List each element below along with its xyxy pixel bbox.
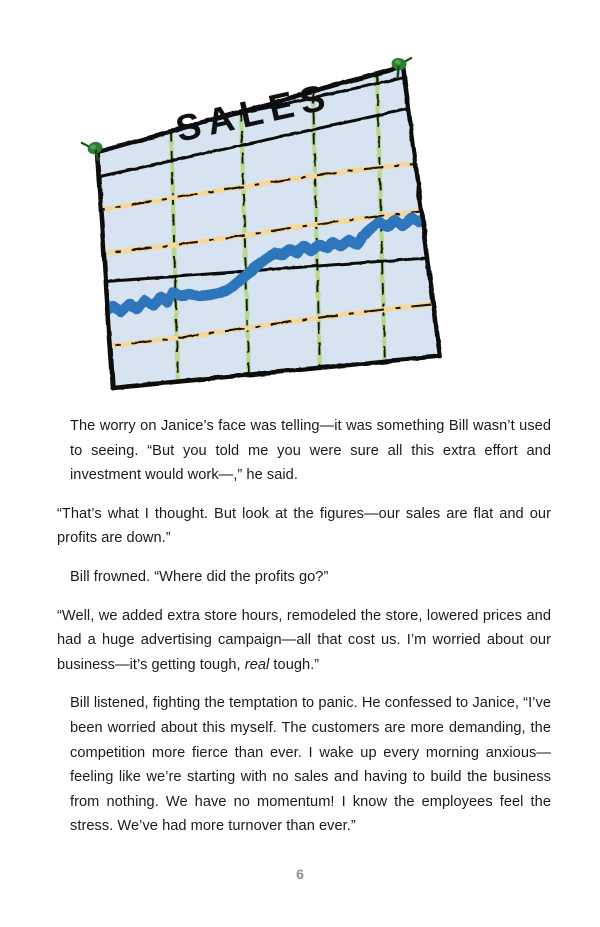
paragraph-5: Bill listened, fighting the temptation to panic. He confessed to Janice, “I’ve been worried about this myself. The customers are more demanding, the competition more fierce than ever. I wake up every morning anxious—feeling like we’re starting with no sales and having to build the business from nothing. We have no momentum! I know the employees feel the stress. We’ve had more turnover than ever.” — [70, 695, 551, 835]
page-number: 6 — [296, 866, 304, 882]
paragraph-4-text-before-emphasis: “Well, we added extra store hours, remodeled the store, lowered prices and had a huge advertising campaign—all that cost us. I’m worried about our business—it’s getting tough, — [57, 607, 551, 673]
paragraph-1: The worry on Janice’s face was telling—it was something Bill wasn’t used to seeing. “But you told me you were sure all this extra effort and investment would work—,” he said. — [70, 418, 551, 484]
paragraph-3: Bill frowned. “Where did the profits go?” — [70, 568, 329, 585]
page-body-text — [57, 414, 551, 839]
poster-title-text: SALES — [172, 75, 336, 150]
paragraph-4 — [57, 604, 551, 678]
sales-chart-illustration — [75, 50, 470, 400]
paragraph-2: “That’s what I thought. But look at the figures—our sales are flat and our profits are down.” — [57, 505, 551, 547]
paragraph-4-text-after-emphasis: tough.” — [269, 656, 320, 673]
paragraph-4-emphasis: real — [244, 656, 270, 673]
